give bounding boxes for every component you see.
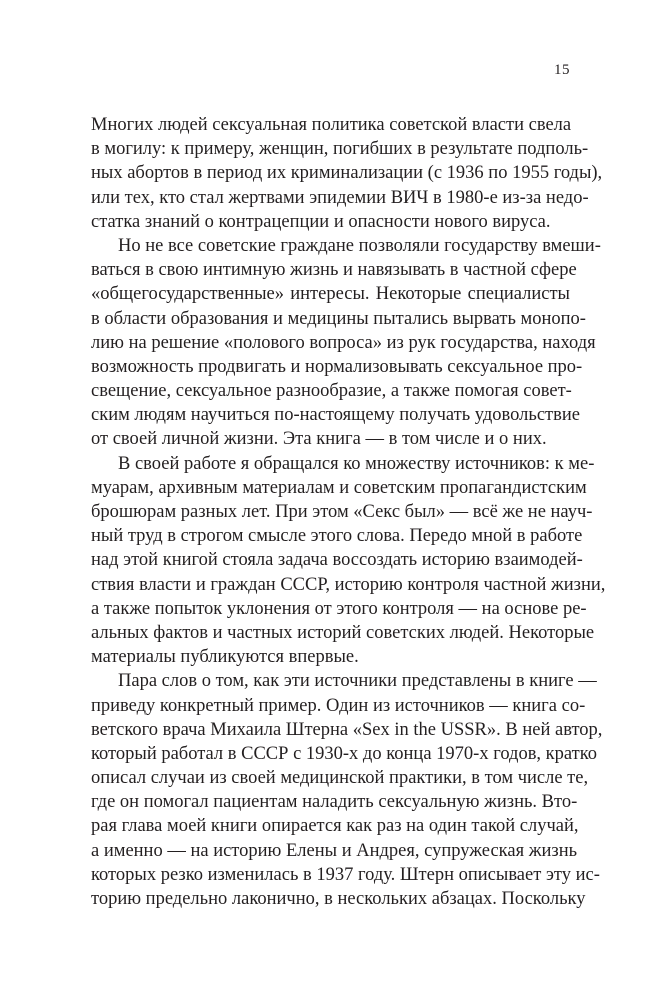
- body-text: [91, 113, 606, 911]
- text-line: в области образования и медицины пытались вырвать монопо-: [91, 308, 586, 329]
- text-line: или тех, кто стал жертвами эпидемии ВИЧ в 1980-е из-за недо-: [91, 187, 589, 208]
- text-line: материалы публикуются впервые.: [91, 647, 359, 668]
- text-line: лию на решение «полового вопроса» из рук государства, находя: [91, 332, 596, 353]
- text-line: а также попыток уклонения от этого контроля — на основе ре-: [91, 598, 587, 619]
- text-line: ским людям научиться по-настоящему получать удовольствие: [91, 405, 580, 426]
- text-line: статка знаний о контрацепции и опасности нового вируса.: [91, 211, 551, 232]
- text-line: которых резко изменилась в 1937 году. Штерн описывает эту ис-: [91, 864, 600, 885]
- text-line: над этой книгой стояла задача воссоздать историю взаимодей-: [91, 550, 583, 571]
- text-line: ветского врача Михаила Штерна «Sex in the USSR». В ней автор,: [91, 719, 603, 740]
- text-line: Пара слов о том, как эти источники представлены в книге —: [118, 671, 597, 692]
- text-line: торию предельно лаконично, в нескольких абзацах. Поскольку: [91, 889, 586, 909]
- text-line: ных абортов в период их криминализации (с 1936 по 1955 годы),: [91, 163, 603, 184]
- text-line: описал случаи из своей медицинской практики, в том числе те,: [91, 768, 589, 789]
- text-line: Многих людей сексуальная политика советской власти свела: [91, 115, 572, 135]
- paragraph: [91, 234, 601, 452]
- text-line: Но не все советские граждане позволяли государству вмеши-: [118, 235, 601, 256]
- text-line: где он помогал пациентам наладить сексуальную жизнь. Вто-: [91, 792, 578, 813]
- text-line: свещение, сексуальное разнообразие, а также помогая совет-: [91, 381, 572, 402]
- paragraph: [91, 113, 603, 234]
- text-line: альных фактов и частных историй советских людей. Некоторые: [91, 622, 595, 643]
- text-line: В своей работе я обращался ко множеству источников: к ме-: [118, 453, 595, 474]
- text-line: ный труд в строгом смысле этого слова. Передо мной в работе: [91, 526, 583, 547]
- text-line: муарам, архивным материалам и советским пропагандистским: [91, 477, 587, 498]
- text-line: рая глава моей книги опирается как раз на один такой случай,: [91, 816, 579, 837]
- text-line: брошюрам разных лет. При этом «Секс был» — всё же не науч-: [91, 502, 593, 522]
- text-line: приведу конкретный пример. Один из источников — книга со-: [91, 695, 586, 716]
- text-line: а именно — на историю Елены и Андрея, супружеская жизнь: [91, 840, 578, 861]
- paragraph: [91, 452, 606, 670]
- text-line: который работал в СССР с 1930-х до конца 1970-х годов, кратко: [91, 743, 598, 764]
- text-line: в могилу: к примеру, женщин, погибших в результате подполь-: [91, 139, 589, 160]
- text-line: «общегосударственные» интересы. Некоторые специалисты: [91, 284, 570, 305]
- page-number: 15: [554, 62, 570, 78]
- text-line: ствия власти и граждан СССР, историю контроля частной жизни,: [91, 574, 606, 595]
- text-line: возможность продвигать и нормализовывать сексуальное про-: [91, 356, 583, 377]
- paragraph: [91, 669, 603, 911]
- text-line: от своей личной жизни. Эта книга — в том числе и о них.: [91, 429, 547, 450]
- text-line: ваться в свою интимную жизнь и навязывать в частной сфере: [91, 260, 577, 281]
